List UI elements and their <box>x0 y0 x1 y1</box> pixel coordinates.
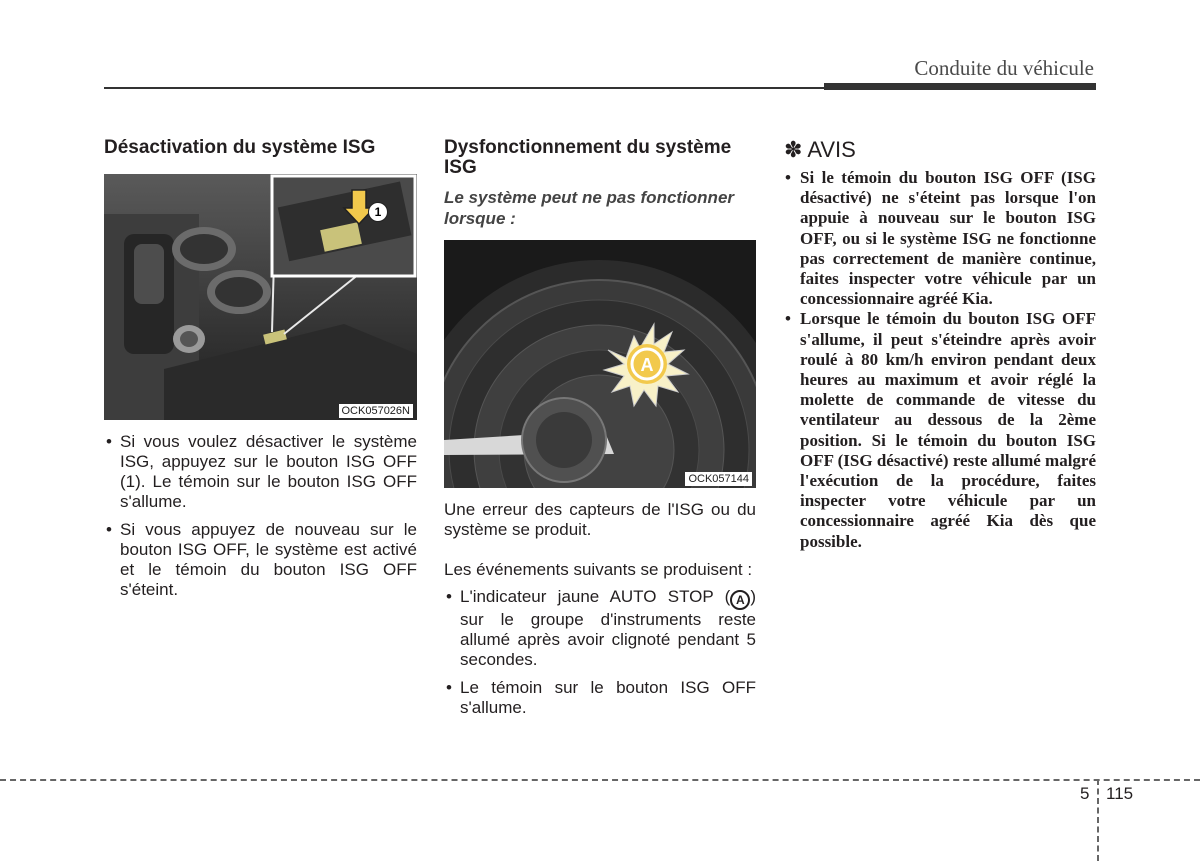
instruction-list <box>104 432 417 600</box>
column-isg-deactivation <box>104 138 417 608</box>
list-item: • Le témoin sur le bouton ISG OFF s'allume. <box>444 678 756 718</box>
section-heading: Dysfonctionnement du système ISG <box>444 137 732 178</box>
list-item: • Si vous appuyez de nouveau sur le bouton ISG OFF, le système est activé et le témoin du bouton ISG OFF s'éteint. <box>104 520 417 600</box>
page-number: 115 <box>1106 784 1134 803</box>
auto-stop-icon: A <box>730 590 750 610</box>
section-heading: Désactivation du système ISG <box>104 137 376 158</box>
callout-number-1: 1 <box>368 202 388 222</box>
avis-list <box>784 168 1096 552</box>
header-rule <box>104 87 824 89</box>
chapter-number: 5 <box>1080 784 1090 803</box>
event-list <box>444 587 756 718</box>
chapter-title: Conduite du véhicule <box>914 56 1094 80</box>
figure-code: OCK057026N <box>339 404 414 418</box>
footer-divider <box>1097 779 1099 861</box>
figure-cluster-indicator <box>444 240 756 488</box>
list-item: • L'indicateur jaune AUTO STOP ( A ) sur le groupe d'instruments reste allumé après avoir clignoté pendant 5 secondes. <box>444 587 756 670</box>
header-rule-thick <box>824 83 1096 90</box>
column-avis-note <box>784 138 1096 552</box>
section-subheading: Le système peut ne pas fonctionner lorsque : <box>444 188 735 228</box>
svg-text:A: A <box>640 355 654 375</box>
figure-code: OCK057144 <box>685 472 752 486</box>
figure-console-isg-button <box>104 174 417 420</box>
paragraph: Une erreur des capteurs de l'ISG ou du système se produit. <box>444 500 756 539</box>
avis-heading: ✽ AVIS <box>784 137 856 162</box>
paragraph: Les événements suivants se produisent : <box>444 560 753 579</box>
list-item: • Si vous voulez désactiver le système ISG, appuyez sur le bouton ISG OFF (1). Le témoin sur le bouton ISG OFF s'allume. <box>104 432 417 512</box>
list-item: • Lorsque le témoin du bouton ISG OFF s'allume, il peut s'éteindre après avoir roulé à 80 km/h environ pendant deux heures au maximum et avoir réglé la molette de commande de vitesse du ventilateur au dessous de la 2ème position. Si le témoin du bouton ISG OFF (ISG désactivé) reste allumé malgré l'exécution de la procédure, faites inspecter votre véhicule par un concessionnaire agréé Kia dès que possible. <box>784 309 1096 551</box>
list-item: • Si le témoin du bouton ISG OFF (ISG désactivé) ne s'éteint pas lorsque l'on appuie à nouveau sur le bouton ISG OFF, ou si le système ISG ne fonctionne pas correctement de manière continue, faites inspecter votre véhicule par un concessionnaire agréé Kia. <box>784 168 1096 309</box>
column-isg-malfunction <box>444 138 756 726</box>
footer-rule <box>0 779 1200 781</box>
cluster-illustration <box>444 240 756 488</box>
